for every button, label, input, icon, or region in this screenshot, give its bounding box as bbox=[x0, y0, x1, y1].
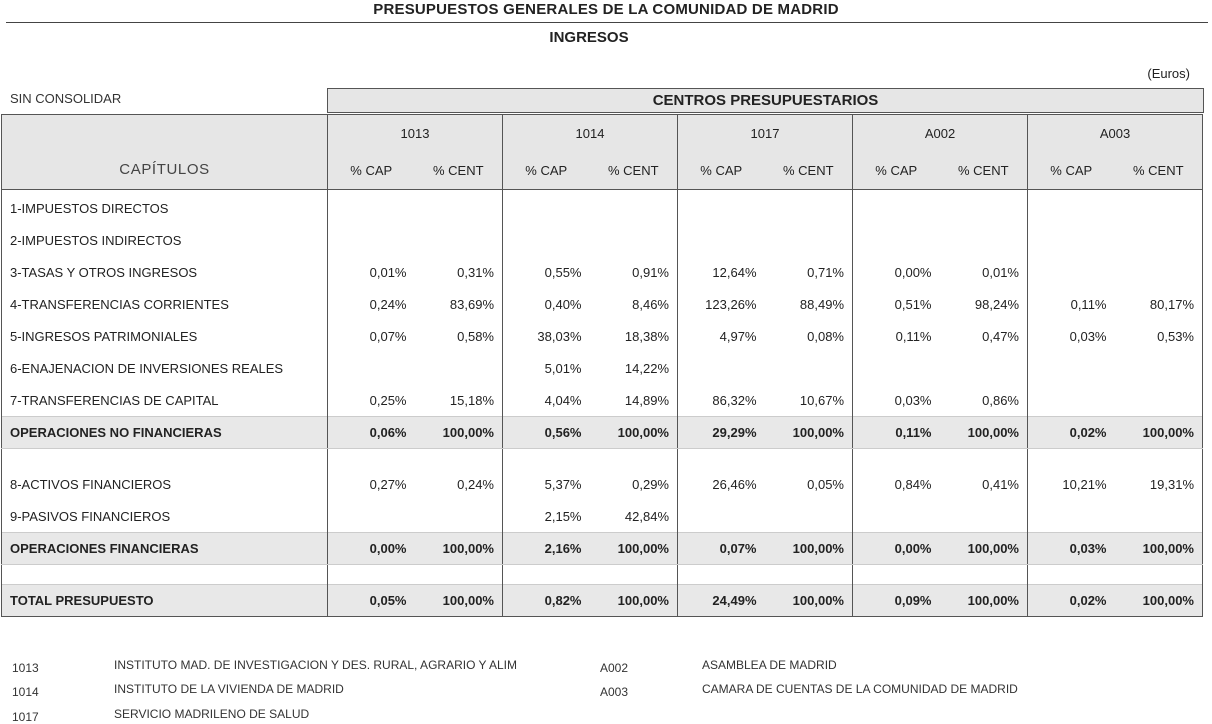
pct-cap-header: % CAP bbox=[328, 152, 415, 190]
legend-name: ASAMBLEA DE MADRID bbox=[702, 658, 837, 672]
pct-cent-cell bbox=[1115, 500, 1203, 533]
legend-item bbox=[600, 682, 1018, 699]
pct-cent-cell: 15,18% bbox=[415, 384, 503, 417]
pct-cap-cell: 0,84% bbox=[853, 468, 940, 500]
report-subtitle bbox=[0, 29, 1212, 46]
budget-table bbox=[1, 114, 1203, 617]
pct-cent-cell: 83,69% bbox=[415, 288, 503, 320]
subtotal-row bbox=[2, 533, 1203, 565]
pct-cap-cell: 0,40% bbox=[503, 288, 590, 320]
pct-cent-cell: 100,00% bbox=[765, 585, 853, 617]
legend-code: A003 bbox=[600, 685, 629, 699]
pct-cap-cell bbox=[328, 500, 415, 533]
pct-cap-header: % CAP bbox=[503, 152, 590, 190]
pct-cent-cell bbox=[1115, 384, 1203, 417]
pct-cent-header: % CENT bbox=[415, 152, 503, 190]
pct-cent-cell: 0,41% bbox=[940, 468, 1028, 500]
pct-cent-cell: 100,00% bbox=[415, 417, 503, 449]
row-label: 3-TASAS Y OTROS INGRESOS bbox=[2, 256, 328, 288]
center-code-header: 1013 bbox=[328, 115, 503, 153]
center-code-header: A003 bbox=[1028, 115, 1203, 153]
pct-cent-cell bbox=[590, 224, 678, 256]
pct-cent-cell: 42,84% bbox=[590, 500, 678, 533]
legend-name: CAMARA DE CUENTAS DE LA COMUNIDAD DE MADRID bbox=[702, 682, 1018, 696]
center-code-header: 1014 bbox=[503, 115, 678, 153]
pct-cap-header: % CAP bbox=[853, 152, 940, 190]
pct-cent-cell bbox=[415, 190, 503, 225]
pct-cent-cell: 88,49% bbox=[765, 288, 853, 320]
pct-cap-cell bbox=[853, 500, 940, 533]
pct-cap-cell: 0,00% bbox=[853, 256, 940, 288]
table-row bbox=[2, 190, 1203, 225]
row-label: 1-IMPUESTOS DIRECTOS bbox=[2, 190, 328, 225]
pct-cent-cell: 80,17% bbox=[1115, 288, 1203, 320]
table-row bbox=[2, 384, 1203, 417]
pct-cap-cell: 24,49% bbox=[678, 585, 765, 617]
table-row bbox=[2, 352, 1203, 384]
pct-cent-header: % CENT bbox=[590, 152, 678, 190]
pct-cent-cell: 14,89% bbox=[590, 384, 678, 417]
pct-cent-cell: 0,24% bbox=[415, 468, 503, 500]
pct-cap-cell: 0,01% bbox=[328, 256, 415, 288]
pct-cent-cell: 100,00% bbox=[940, 533, 1028, 565]
pct-cap-cell: 0,00% bbox=[328, 533, 415, 565]
pct-cap-cell: 4,97% bbox=[678, 320, 765, 352]
pct-cent-cell: 0,47% bbox=[940, 320, 1028, 352]
pct-cap-cell: 0,09% bbox=[853, 585, 940, 617]
pct-cent-cell: 100,00% bbox=[590, 533, 678, 565]
pct-cap-cell: 0,02% bbox=[1028, 417, 1115, 449]
pct-cap-cell bbox=[1028, 224, 1115, 256]
legend-item bbox=[12, 682, 344, 699]
row-label: 5-INGRESOS PATRIMONIALES bbox=[2, 320, 328, 352]
pct-cent-cell: 14,22% bbox=[590, 352, 678, 384]
pct-cent-cell bbox=[940, 352, 1028, 384]
pct-cap-cell: 2,15% bbox=[503, 500, 590, 533]
pct-cent-cell bbox=[1115, 256, 1203, 288]
pct-cent-cell bbox=[415, 352, 503, 384]
pct-cent-header: % CENT bbox=[940, 152, 1028, 190]
legend-name: INSTITUTO MAD. DE INVESTIGACION Y DES. RURAL, AGRARIO Y ALIM bbox=[114, 658, 517, 672]
pct-cap-cell: 123,26% bbox=[678, 288, 765, 320]
pct-cap-cell: 5,37% bbox=[503, 468, 590, 500]
pct-cap-cell bbox=[1028, 352, 1115, 384]
pct-cent-cell: 100,00% bbox=[1115, 533, 1203, 565]
center-codes-row bbox=[2, 115, 1203, 153]
center-code-header: 1017 bbox=[678, 115, 853, 153]
pct-cap-cell bbox=[853, 224, 940, 256]
row-label: OPERACIONES NO FINANCIERAS bbox=[2, 417, 328, 449]
pct-cap-header: % CAP bbox=[678, 152, 765, 190]
scope-label: SIN CONSOLIDAR bbox=[10, 91, 122, 106]
pct-cap-cell: 12,64% bbox=[678, 256, 765, 288]
report-subtitle-text: INGRESOS bbox=[549, 29, 629, 46]
pct-cap-cell: 0,00% bbox=[853, 533, 940, 565]
pct-cap-cell: 0,56% bbox=[503, 417, 590, 449]
legend-code: 1017 bbox=[12, 710, 39, 724]
pct-cap-cell: 0,03% bbox=[1028, 320, 1115, 352]
legend-name: SERVICIO MADRILENO DE SALUD bbox=[114, 707, 310, 721]
pct-cap-cell: 10,21% bbox=[1028, 468, 1115, 500]
pct-cap-cell: 0,06% bbox=[328, 417, 415, 449]
table-row bbox=[2, 468, 1203, 500]
pct-cent-cell: 100,00% bbox=[765, 417, 853, 449]
row-label: 2-IMPUESTOS INDIRECTOS bbox=[2, 224, 328, 256]
pct-cent-cell bbox=[1115, 190, 1203, 225]
pct-cent-cell: 19,31% bbox=[1115, 468, 1203, 500]
legend-name: INSTITUTO DE LA VIVIENDA DE MADRID bbox=[114, 682, 344, 696]
pct-cent-cell: 0,08% bbox=[765, 320, 853, 352]
pct-cap-cell bbox=[1028, 384, 1115, 417]
pct-cent-cell: 8,46% bbox=[590, 288, 678, 320]
pct-cent-header: % CENT bbox=[765, 152, 853, 190]
table-row bbox=[2, 224, 1203, 256]
pct-cent-cell bbox=[940, 500, 1028, 533]
row-label: 7-TRANSFERENCIAS DE CAPITAL bbox=[2, 384, 328, 417]
pct-cap-cell: 0,27% bbox=[328, 468, 415, 500]
pct-cap-cell: 0,82% bbox=[503, 585, 590, 617]
pct-cap-cell bbox=[503, 224, 590, 256]
title-divider bbox=[6, 22, 1208, 23]
table-row bbox=[2, 288, 1203, 320]
pct-cap-cell: 0,07% bbox=[328, 320, 415, 352]
report-title: PRESUPUESTOS GENERALES DE LA COMUNIDAD DE MADRID bbox=[373, 1, 839, 18]
pct-cap-cell bbox=[853, 352, 940, 384]
pct-cap-cell: 0,55% bbox=[503, 256, 590, 288]
pct-cap-cell bbox=[678, 352, 765, 384]
pct-cent-cell: 0,29% bbox=[590, 468, 678, 500]
pct-cap-cell: 86,32% bbox=[678, 384, 765, 417]
pct-cap-cell: 0,03% bbox=[1028, 533, 1115, 565]
pct-cap-cell: 0,11% bbox=[1028, 288, 1115, 320]
pct-cent-cell: 100,00% bbox=[1115, 585, 1203, 617]
pct-cent-cell: 0,31% bbox=[415, 256, 503, 288]
pct-cent-cell: 100,00% bbox=[940, 417, 1028, 449]
pct-cent-cell: 0,91% bbox=[590, 256, 678, 288]
pct-cap-cell: 5,01% bbox=[503, 352, 590, 384]
legend-item bbox=[600, 658, 837, 675]
legend-item bbox=[12, 707, 309, 724]
row-label: TOTAL PRESUPUESTO bbox=[2, 585, 328, 617]
pct-cap-cell: 2,16% bbox=[503, 533, 590, 565]
units-label: (Euros) bbox=[1147, 66, 1190, 81]
pct-cap-cell: 29,29% bbox=[678, 417, 765, 449]
pct-cap-header: % CAP bbox=[1028, 152, 1115, 190]
capitulos-header: CAPÍTULOS bbox=[2, 115, 328, 190]
pct-cap-cell: 4,04% bbox=[503, 384, 590, 417]
pct-cent-cell: 100,00% bbox=[765, 533, 853, 565]
pct-cap-cell bbox=[678, 224, 765, 256]
pct-cent-cell bbox=[940, 190, 1028, 225]
pct-cent-cell: 0,71% bbox=[765, 256, 853, 288]
pct-cent-header: % CENT bbox=[1115, 152, 1203, 190]
pct-cap-cell bbox=[678, 500, 765, 533]
pct-cap-cell bbox=[1028, 190, 1115, 225]
center-code-header: A002 bbox=[853, 115, 1028, 153]
pct-cap-cell bbox=[853, 190, 940, 225]
row-label: 6-ENAJENACION DE INVERSIONES REALES bbox=[2, 352, 328, 384]
pct-cent-cell bbox=[765, 190, 853, 225]
pct-cap-cell: 0,24% bbox=[328, 288, 415, 320]
pct-cap-cell bbox=[328, 190, 415, 225]
pct-cap-cell: 38,03% bbox=[503, 320, 590, 352]
pct-cap-cell: 0,11% bbox=[853, 417, 940, 449]
pct-cap-cell: 0,02% bbox=[1028, 585, 1115, 617]
pct-cent-cell bbox=[940, 224, 1028, 256]
pct-cent-cell: 18,38% bbox=[590, 320, 678, 352]
pct-cap-cell: 0,25% bbox=[328, 384, 415, 417]
legend-code: 1013 bbox=[12, 661, 39, 675]
legend-item bbox=[12, 658, 517, 675]
pct-cap-cell bbox=[1028, 500, 1115, 533]
pct-cent-cell: 0,53% bbox=[1115, 320, 1203, 352]
pct-cap-cell bbox=[328, 224, 415, 256]
pct-cent-cell bbox=[415, 500, 503, 533]
pct-cap-cell bbox=[1028, 256, 1115, 288]
pct-cent-cell: 100,00% bbox=[415, 585, 503, 617]
pct-cent-cell bbox=[1115, 352, 1203, 384]
subtotal-row bbox=[2, 585, 1203, 617]
spacer-row bbox=[2, 449, 1203, 469]
pct-cap-cell: 0,07% bbox=[678, 533, 765, 565]
centers-band-header: CENTROS PRESUPUESTARIOS bbox=[327, 88, 1204, 113]
table-row bbox=[2, 500, 1203, 533]
row-label: 4-TRANSFERENCIAS CORRIENTES bbox=[2, 288, 328, 320]
pct-cap-cell bbox=[503, 190, 590, 225]
pct-cap-cell: 0,05% bbox=[328, 585, 415, 617]
pct-cent-cell: 0,05% bbox=[765, 468, 853, 500]
pct-cent-cell: 10,67% bbox=[765, 384, 853, 417]
pct-cent-cell bbox=[765, 352, 853, 384]
pct-cap-cell: 26,46% bbox=[678, 468, 765, 500]
pct-cent-cell bbox=[415, 224, 503, 256]
legend-code: A002 bbox=[600, 661, 629, 675]
pct-cent-cell bbox=[765, 224, 853, 256]
pct-cent-cell bbox=[590, 190, 678, 225]
subtotal-row bbox=[2, 417, 1203, 449]
pct-cent-cell: 100,00% bbox=[590, 585, 678, 617]
row-label: OPERACIONES FINANCIERAS bbox=[2, 533, 328, 565]
pct-cent-cell: 98,24% bbox=[940, 288, 1028, 320]
pct-cent-cell bbox=[765, 500, 853, 533]
pct-cent-cell: 100,00% bbox=[590, 417, 678, 449]
spacer-row bbox=[2, 565, 1203, 585]
legend-code: 1014 bbox=[12, 685, 39, 699]
pct-cent-cell: 0,86% bbox=[940, 384, 1028, 417]
pct-cent-cell: 100,00% bbox=[415, 533, 503, 565]
pct-cap-cell: 0,03% bbox=[853, 384, 940, 417]
budget-table-container bbox=[1, 114, 1203, 617]
table-row bbox=[2, 256, 1203, 288]
pct-cap-cell: 0,51% bbox=[853, 288, 940, 320]
pct-cent-cell bbox=[1115, 224, 1203, 256]
pct-cap-cell bbox=[328, 352, 415, 384]
pct-cap-cell bbox=[678, 190, 765, 225]
table-row bbox=[2, 320, 1203, 352]
row-label: 8-ACTIVOS FINANCIEROS bbox=[2, 468, 328, 500]
row-label: 9-PASIVOS FINANCIEROS bbox=[2, 500, 328, 533]
pct-cent-cell: 100,00% bbox=[940, 585, 1028, 617]
pct-cent-cell: 0,01% bbox=[940, 256, 1028, 288]
pct-cap-cell: 0,11% bbox=[853, 320, 940, 352]
pct-cent-cell: 100,00% bbox=[1115, 417, 1203, 449]
pct-cent-cell: 0,58% bbox=[415, 320, 503, 352]
budget-table-body bbox=[2, 190, 1203, 617]
